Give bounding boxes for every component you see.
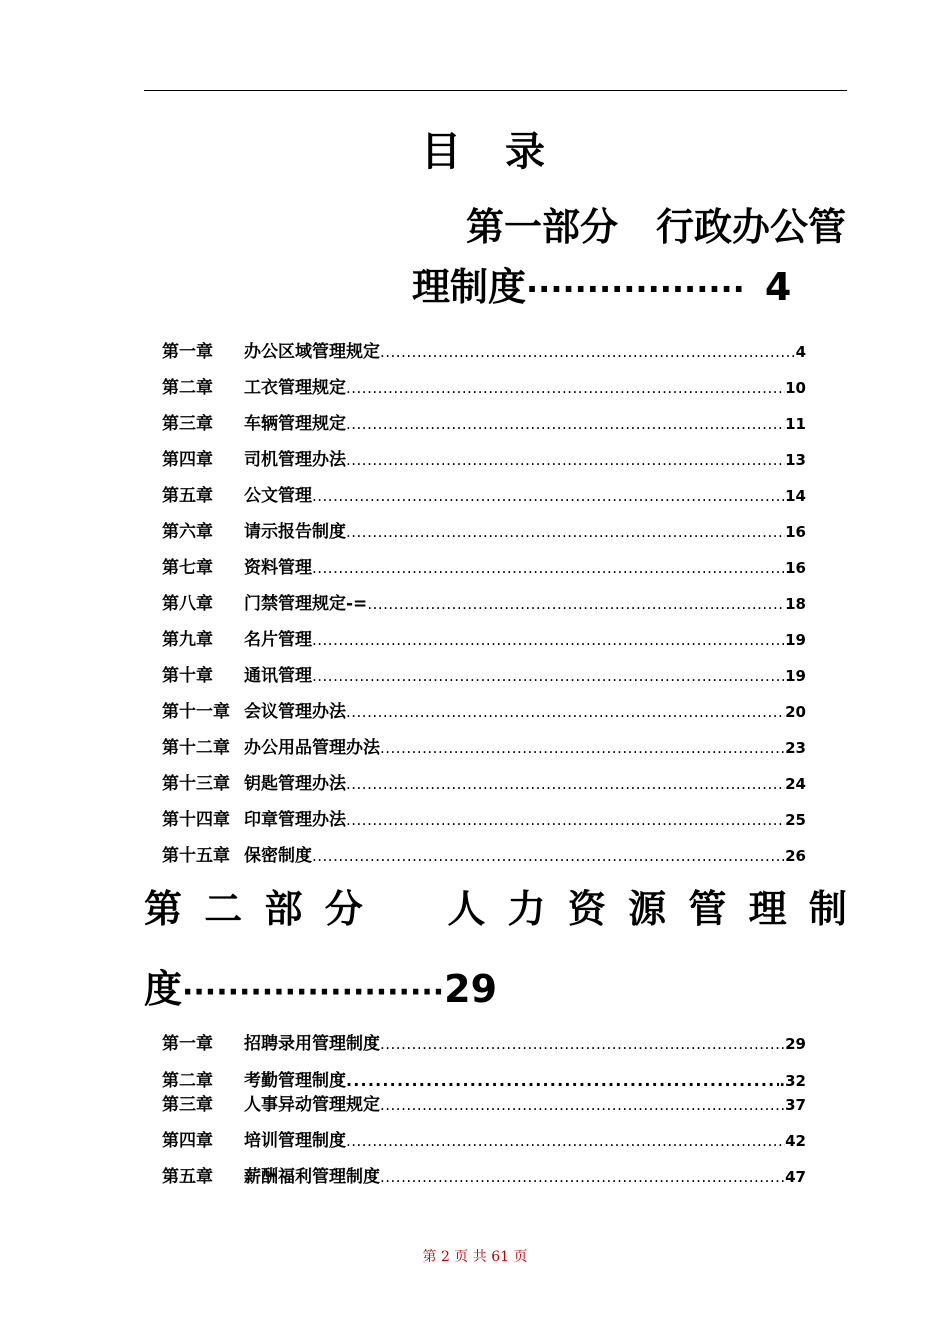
toc-leader: [346, 415, 785, 433]
toc-chapter: 第十三章: [162, 774, 230, 794]
toc-chapter: 第七章: [162, 558, 213, 578]
toc-chapter: 第五章: [162, 1167, 213, 1187]
toc-entry-title: 司机管理办法: [244, 450, 346, 470]
toc-chapter: 第九章: [162, 630, 213, 650]
part2-heading-char: 制: [808, 887, 847, 931]
toc-leader: [346, 451, 785, 469]
toc-page-number: 24: [785, 775, 806, 793]
toc-leader: [346, 703, 785, 721]
toc-entry[interactable]: [162, 805, 806, 829]
header-rule: [144, 90, 847, 91]
toc-leader: [312, 487, 785, 505]
toc-page-number: 29: [785, 1035, 806, 1053]
toc-leader: [346, 775, 785, 793]
toc-entry-title: 名片管理: [244, 630, 312, 650]
part2-page: 29: [444, 967, 498, 1011]
toc-entry[interactable]: [162, 589, 806, 613]
part2-heading-char: 管: [688, 887, 727, 931]
toc-chapter: 第十一章: [162, 702, 230, 722]
toc-title: 目录: [421, 129, 589, 175]
toc-entry[interactable]: [162, 1126, 806, 1150]
part2-heading-char: [385, 878, 425, 933]
toc-entry[interactable]: [162, 625, 806, 649]
part2-heading-char: 人: [447, 887, 486, 931]
toc-entry-title: 招聘录用管理制度: [244, 1034, 380, 1054]
toc-page-number: .32: [779, 1072, 806, 1090]
toc-leader: [380, 1168, 785, 1186]
toc-page-number: 42: [785, 1132, 806, 1150]
toc-chapter: 第五章: [162, 486, 213, 506]
part1-heading-cont: [412, 256, 791, 311]
toc-entry[interactable]: [162, 697, 806, 721]
toc-chapter: 第十五章: [162, 846, 230, 866]
toc-page-number: 19: [785, 667, 806, 685]
toc-page-number: 14: [785, 487, 806, 505]
toc-entry-title: 保密制度: [244, 846, 312, 866]
toc-page-number: 19: [785, 631, 806, 649]
toc-entry-title: 印章管理办法: [244, 810, 346, 830]
toc-entry-title: 办公区域管理规定: [244, 342, 380, 362]
part2-heading-char: 分: [324, 887, 363, 931]
toc-page-number: 25: [785, 811, 806, 829]
toc-leader: [346, 379, 785, 397]
part2-heading-char: 源: [628, 887, 667, 931]
toc-entry-title: 通讯管理: [244, 666, 312, 686]
toc-leader: [380, 739, 785, 757]
toc-entry-title: 会议管理办法: [244, 702, 346, 722]
toc-entry[interactable]: [162, 1029, 806, 1053]
toc-chapter: 第十章: [162, 666, 213, 686]
toc-entry[interactable]: [162, 481, 806, 505]
toc-leader: [346, 1071, 779, 1090]
toc-page-number: 11: [785, 415, 806, 433]
toc-page-number: 10: [785, 379, 806, 397]
part2-leader: ·······················: [182, 975, 445, 1010]
toc-leader: [312, 667, 785, 685]
toc-entry-title: 车辆管理规定: [244, 414, 346, 434]
toc-page-number: 13: [785, 451, 806, 469]
toc-leader: [380, 343, 796, 361]
toc-page-number: 18: [785, 595, 806, 613]
toc-leader: [346, 523, 785, 541]
toc-leader: [346, 1132, 785, 1150]
toc-entry[interactable]: [162, 841, 806, 865]
toc-leader: [346, 811, 785, 829]
part2-heading-char: 资: [567, 887, 606, 931]
toc-leader: [312, 559, 785, 577]
toc-chapter: 第十四章: [162, 810, 230, 830]
part1-leader: ··················: [526, 270, 745, 308]
part2-heading-char: 第: [144, 887, 183, 931]
part2-heading: [144, 878, 847, 933]
part2-heading-tail: 度: [144, 967, 183, 1011]
toc-entry[interactable]: [162, 769, 806, 793]
toc-chapter: 第二章: [162, 378, 213, 398]
toc-entry[interactable]: [162, 517, 806, 541]
toc-leader: [367, 595, 785, 613]
toc-chapter: 第三章: [162, 414, 213, 434]
toc-chapter: 第四章: [162, 450, 213, 470]
toc-entry[interactable]: [162, 1162, 806, 1186]
toc-chapter: 第六章: [162, 522, 213, 542]
part2-heading-char: 力: [507, 887, 546, 931]
toc-page-number: 23: [785, 739, 806, 757]
toc-chapter: 第二章: [162, 1071, 213, 1091]
part1-heading-tail: 理制度: [412, 265, 527, 309]
toc-chapter: 第三章: [162, 1095, 213, 1115]
toc-leader: [312, 631, 785, 649]
toc-entry[interactable]: [162, 409, 806, 433]
toc-chapter: 第八章: [162, 594, 213, 614]
toc-entry-title: 办公用品管理办法: [244, 738, 380, 758]
part2-heading-char: 部: [264, 887, 303, 931]
toc-entry-title: 培训管理制度: [244, 1131, 346, 1151]
toc-page-number: 4: [795, 343, 806, 361]
part2-heading-cont: [144, 958, 497, 1013]
toc-entry-title: 资料管理: [244, 558, 312, 578]
toc-entry-title: 请示报告制度: [244, 522, 346, 542]
page-footer: 第 2 页 共 61 页: [422, 1249, 528, 1265]
toc-entry-title: 薪酬福利管理制度: [244, 1167, 380, 1187]
toc-leader: [380, 1096, 785, 1114]
toc-entry-title: 钥匙管理办法: [244, 774, 346, 794]
toc-page-number: 37: [785, 1096, 806, 1114]
toc-entry-title: 门禁管理规定-=: [244, 594, 368, 614]
toc-page-number: 47: [785, 1168, 806, 1186]
toc-chapter: 第十二章: [162, 738, 230, 758]
toc-entry[interactable]: [162, 1090, 806, 1114]
toc-page-number: 16: [785, 523, 806, 541]
toc-entry[interactable]: [162, 553, 806, 577]
toc-leader: [312, 847, 785, 865]
part2-heading-char: 二: [204, 887, 243, 931]
toc-entry[interactable]: [162, 337, 806, 361]
toc-entry[interactable]: [162, 733, 806, 757]
toc-page-number: 20: [785, 703, 806, 721]
toc-page-number: 26: [785, 847, 806, 865]
toc-chapter: 第四章: [162, 1131, 213, 1151]
toc-leader: [380, 1035, 785, 1053]
toc-entry-title: 公文管理: [244, 486, 312, 506]
part2-heading-char: 理: [748, 887, 787, 931]
toc-entry-title: 考勤管理制度: [244, 1071, 346, 1091]
part1-page: 4: [764, 265, 792, 309]
toc-page-number: 16: [785, 559, 806, 577]
toc-entry-title: 人事异动管理规定: [244, 1095, 380, 1115]
toc-entry[interactable]: [162, 1066, 806, 1090]
toc-entry-title: 工衣管理规定: [244, 378, 346, 398]
toc-entry[interactable]: [162, 445, 806, 469]
toc-entry[interactable]: [162, 373, 806, 397]
part1-heading: 第一部分 行政办公管: [465, 205, 846, 249]
toc-entry[interactable]: [162, 661, 806, 685]
toc-chapter: 第一章: [162, 1034, 213, 1054]
toc-chapter: 第一章: [162, 342, 213, 362]
